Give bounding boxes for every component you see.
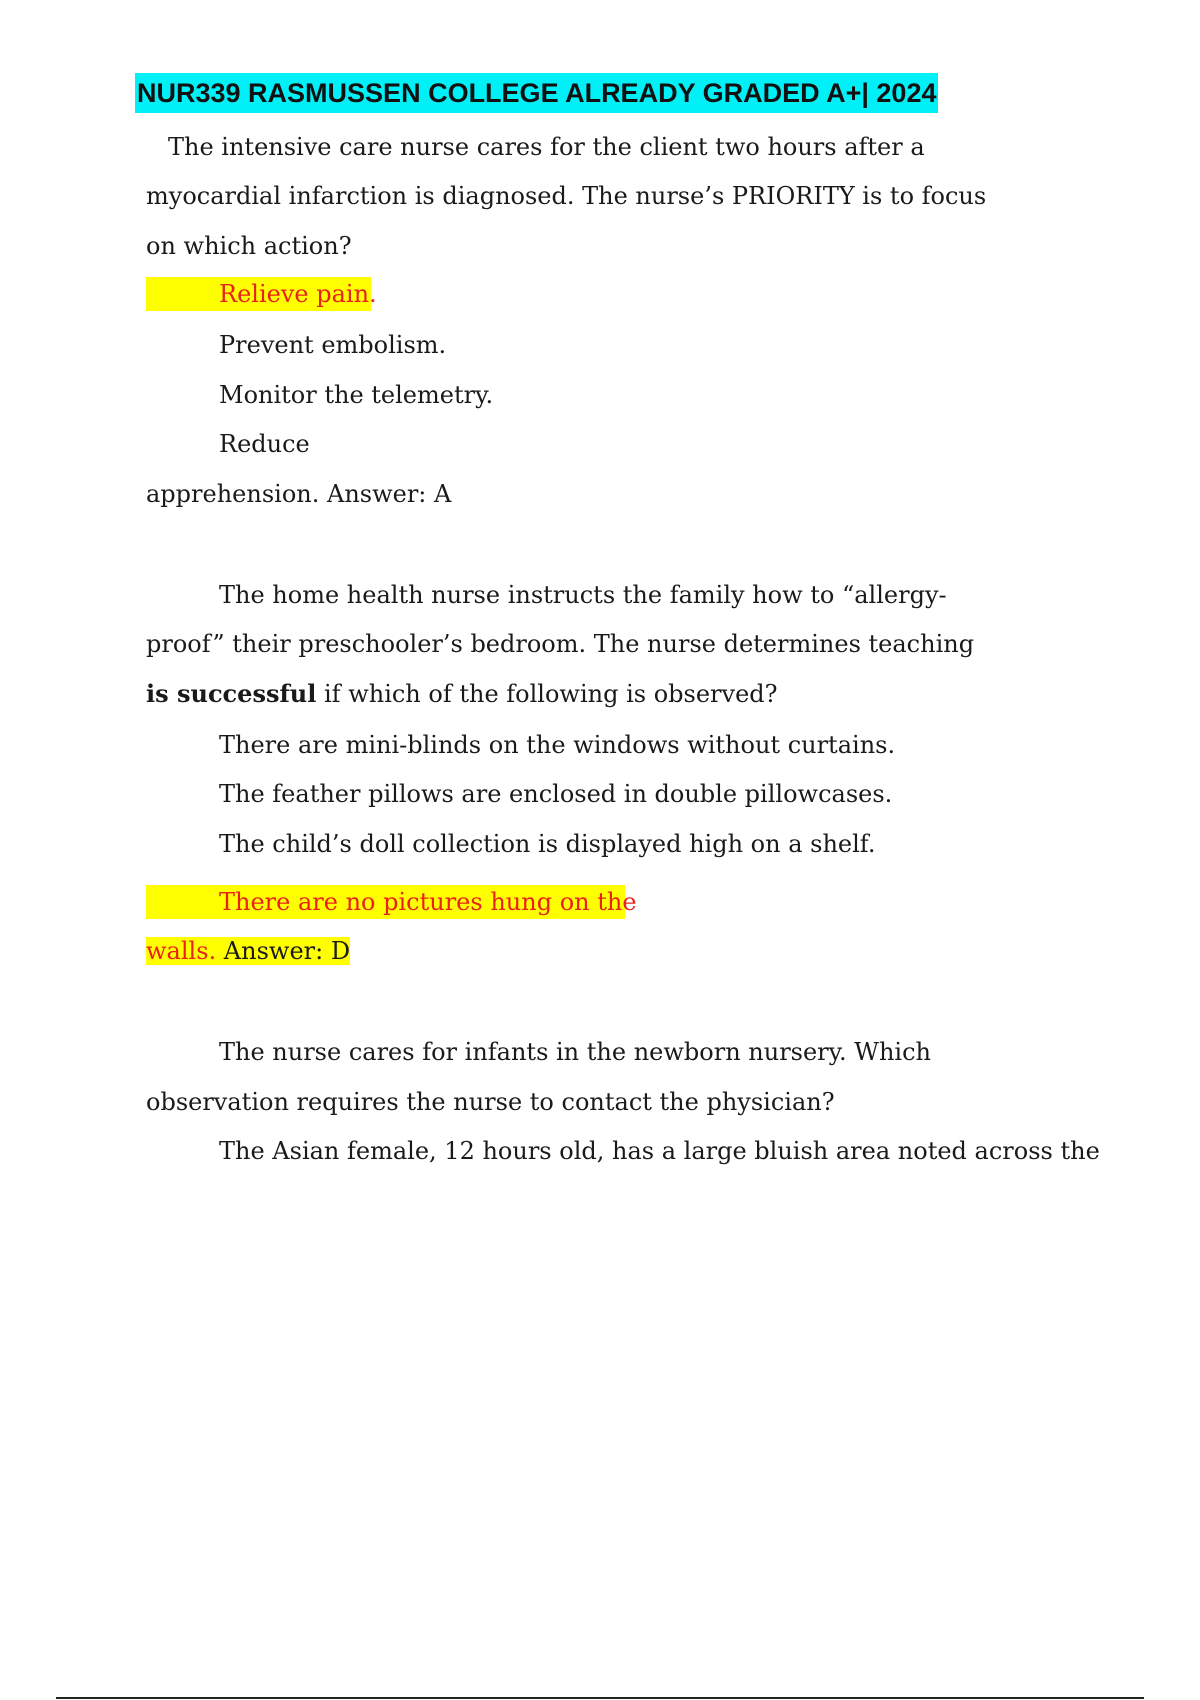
q3-stem-line-2: observation requires the nurse to contact the physician? xyxy=(146,1088,835,1116)
q1-stem-line-2: myocardial infarction is diagnosed. The nurse’s PRIORITY is to focus xyxy=(146,182,987,210)
q2-answer-line xyxy=(146,934,350,968)
q1-option-3: Monitor the telemetry. xyxy=(219,381,494,409)
page-bottom-rule xyxy=(56,1697,1144,1699)
q1-option-2: Prevent embolism. xyxy=(219,331,447,359)
q1-answer: apprehension. Answer: A xyxy=(146,480,452,508)
q2-option-correct: There are no pictures hung on the xyxy=(219,888,637,916)
page-title: NUR339 RASMUSSEN COLLEGE ALREADY GRADED A+| 2024 xyxy=(135,73,938,113)
q1-stem-line-3: on which action? xyxy=(146,232,352,260)
q2-stem-bold: is successful xyxy=(146,679,317,708)
q1-stem-line-1: The intensive care nurse cares for the client two hours after a xyxy=(168,133,925,161)
q1-option-4: Reduce xyxy=(219,430,310,458)
q2-stem-line-2: proof” their preschooler’s bedroom. The nurse determines teaching xyxy=(146,630,975,658)
q2-option-3: The child’s doll collection is displayed high on a shelf. xyxy=(219,830,876,858)
q2-stem-rest: if which of the following is observed? xyxy=(324,680,778,708)
q2-answer-gap xyxy=(216,937,224,965)
q1-option-correct: Relieve pain. xyxy=(219,280,377,308)
q3-stem-line-1: The nurse cares for infants in the newborn nursery. Which xyxy=(219,1038,931,1066)
q2-option-2: The feather pillows are enclosed in double pillowcases. xyxy=(219,780,893,808)
q2-answer: Answer: D xyxy=(223,937,351,965)
q2-stem-line-1: The home health nurse instructs the family how to “allergy- xyxy=(219,581,947,609)
q2-answer-continued: walls. xyxy=(146,937,217,965)
q2-stem-line-3 xyxy=(146,677,778,711)
q3-option-1: The Asian female, 12 hours old, has a large bluish area noted across the xyxy=(219,1137,1100,1165)
q2-option-1: There are mini-blinds on the windows without curtains. xyxy=(219,731,896,759)
